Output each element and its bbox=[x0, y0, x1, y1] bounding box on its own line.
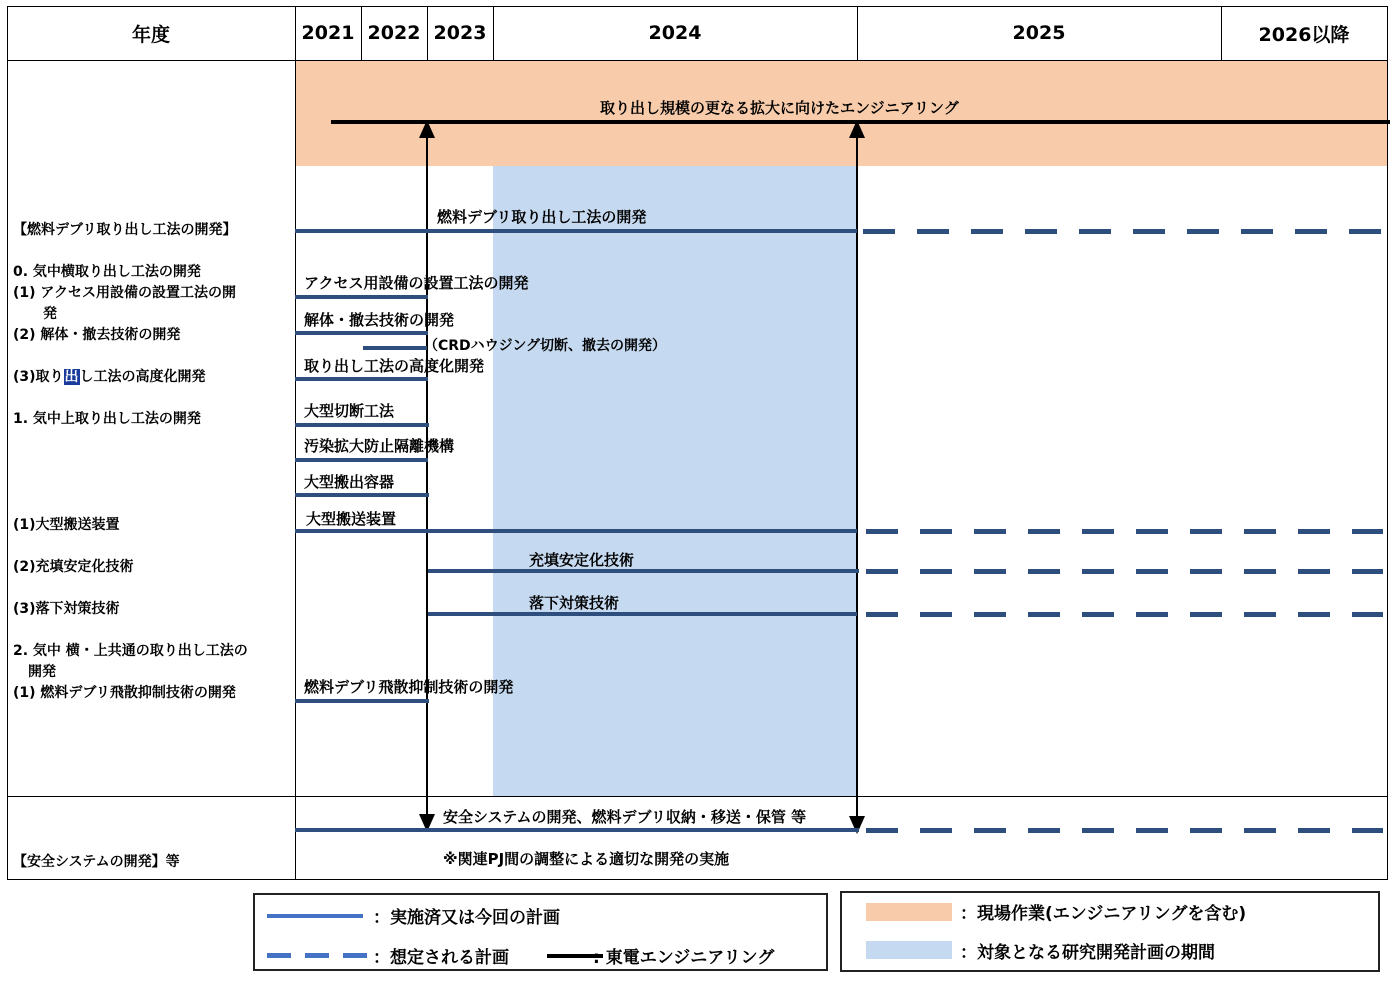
header-year-2026: 2026以降 bbox=[1258, 23, 1350, 46]
bar-filling-solid bbox=[428, 569, 859, 573]
bar-main-solid bbox=[295, 229, 857, 233]
bar-crd bbox=[363, 346, 427, 350]
bar-label-large-cut: 大型切断工法 bbox=[304, 402, 395, 420]
bar-label-crd: （CRDハウジング切断、撤去の開発） bbox=[424, 338, 667, 354]
label-main-heading: 【燃料デブリ取り出し工法の開発】 bbox=[13, 222, 237, 238]
bar-safety-dashed bbox=[866, 828, 1383, 833]
label-section-0-1a: (1) アクセス用設備の設置工法の開 bbox=[13, 285, 236, 301]
header-year-2023: 2023 bbox=[433, 22, 487, 44]
label-section-2a: 2. 気中 横・上共通の取り出し工法の bbox=[13, 643, 248, 659]
bar-safety-solid bbox=[295, 828, 859, 832]
bar-label-access: アクセス用設備の設置工法の開発 bbox=[304, 274, 529, 292]
bar-label-drop: 落下対策技術 bbox=[529, 594, 620, 612]
header-fiscal-year: 年度 bbox=[131, 23, 170, 46]
bar-transport-dashed bbox=[866, 529, 1383, 534]
bar-label-transport: 大型搬送装置 bbox=[306, 510, 397, 528]
bar-label-main: 燃料デブリ取り出し工法の開発 bbox=[437, 208, 647, 226]
safety-note: ※関連PJ間の調整による適切な開発の実施 bbox=[443, 850, 730, 868]
legend-field-swatch bbox=[866, 903, 952, 921]
header-year-2024: 2024 bbox=[648, 22, 702, 44]
engineering-label: 取り出し規模の更なる拡大に向けたエンジニアリング bbox=[600, 99, 959, 117]
bar-contamination bbox=[295, 458, 428, 462]
legend-period-swatch bbox=[866, 941, 952, 959]
legend-left bbox=[253, 893, 828, 971]
label-section-1-1: (1)大型搬送装置 bbox=[13, 517, 120, 533]
bar-advanced bbox=[295, 377, 428, 381]
bar-label-advanced: 取り出し工法の高度化開発 bbox=[304, 357, 485, 375]
bar-label-filling: 充填安定化技術 bbox=[529, 551, 635, 569]
bar-label-dismantle: 解体・撤去技術の開発 bbox=[304, 311, 455, 329]
bar-drop-dashed bbox=[866, 612, 1383, 617]
label-section-0-2: (2) 解体・撤去技術の開発 bbox=[13, 327, 181, 343]
header-year-2025: 2025 bbox=[1012, 22, 1066, 44]
bar-container bbox=[295, 493, 429, 497]
header-year-2021: 2021 bbox=[301, 22, 355, 44]
label-section-2b: 開発 bbox=[28, 664, 56, 680]
legend-solid-line bbox=[267, 914, 363, 918]
label-section-0-1b: 発 bbox=[43, 306, 57, 322]
legend-period-text: ：対象となる研究開発計画の期間 bbox=[960, 943, 1215, 963]
bar-main-dashed bbox=[863, 229, 1383, 234]
label-section-1-3: (3)落下対策技術 bbox=[13, 601, 120, 617]
bar-transport-solid bbox=[295, 529, 857, 533]
bar-access bbox=[295, 295, 428, 299]
highlighted-char: 出 bbox=[64, 369, 79, 385]
label-section-0-3: (3)取り出し工法の高度化開発 bbox=[13, 369, 206, 385]
legend-dashed-text: ：想定される計画 bbox=[373, 948, 509, 968]
legend-dashed-line bbox=[267, 953, 367, 958]
label-section-0: 0. 気中横取り出し工法の開発 bbox=[13, 264, 201, 280]
label-section-1-2: (2)充填安定化技術 bbox=[13, 559, 134, 575]
bar-label-container: 大型搬出容器 bbox=[304, 473, 395, 491]
bar-label-scatter: 燃料デブリ飛散抑制技術の開発 bbox=[304, 678, 514, 696]
label-section-2-1: (1) 燃料デブリ飛散抑制技術の開発 bbox=[13, 685, 236, 701]
bar-scatter bbox=[295, 699, 429, 703]
legend-field-text: ：現場作業(エンジニアリングを含む) bbox=[960, 904, 1247, 924]
label-safety: 【安全システムの開発】等 bbox=[13, 854, 180, 870]
bar-filling-dashed bbox=[866, 569, 1383, 574]
bar-dismantle bbox=[295, 331, 428, 335]
bar-label-safety: 安全システムの開発、燃料デブリ収納・移送・保管 等 bbox=[443, 808, 807, 826]
legend-tepco-text: : 東電エンジニアリング bbox=[593, 948, 775, 968]
bar-drop-solid bbox=[428, 612, 857, 616]
bar-large-cut bbox=[295, 423, 429, 427]
legend-solid-text: ：実施済又は今回の計画 bbox=[373, 908, 560, 928]
bar-label-contamination: 汚染拡大防止隔離機構 bbox=[304, 437, 455, 455]
legend-right bbox=[840, 891, 1380, 972]
header-year-2022: 2022 bbox=[367, 22, 421, 44]
label-section-1: 1. 気中上取り出し工法の開発 bbox=[13, 411, 201, 427]
